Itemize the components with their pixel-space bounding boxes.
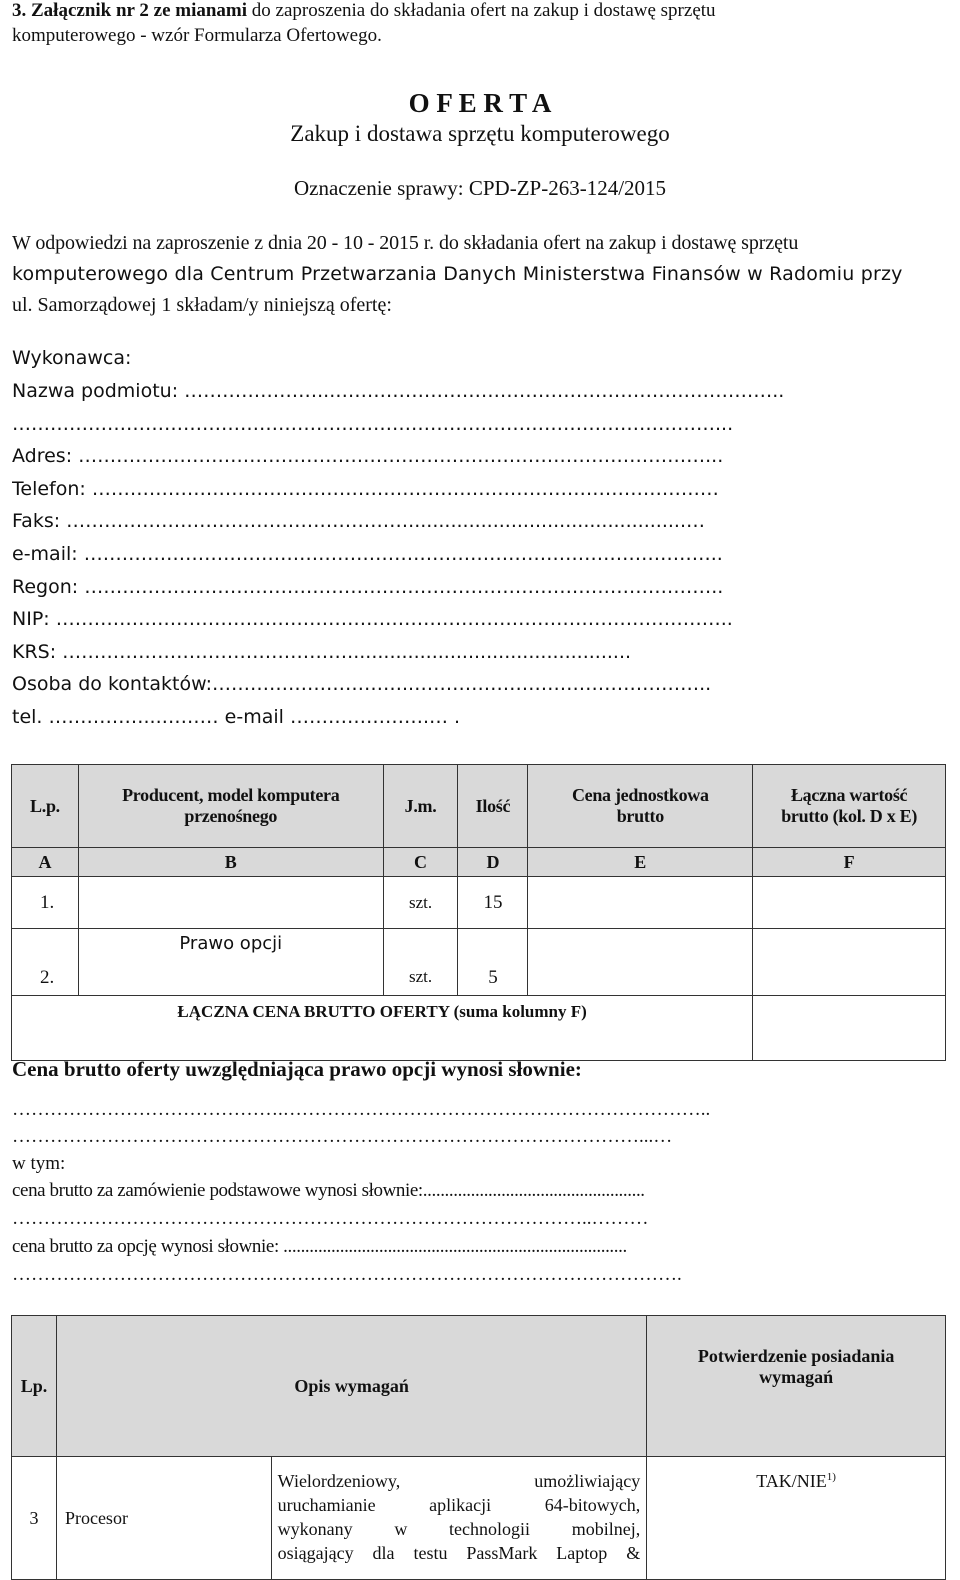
field-company-name[interactable]: Nazwa podmiotu: …………………...…………………………………………………………….. (12, 380, 785, 402)
req-confirmation[interactable] (647, 1457, 946, 1580)
intro-line-2: komputerowego dla Centrum Przetwarzania Danych Ministerstwa Finansów w Radomiu przy (12, 263, 903, 285)
cell-unit: szt. (383, 929, 458, 996)
offer-title: O F E R T A (408, 88, 552, 118)
col-letter: D (458, 848, 528, 877)
req-desc-line: uruchamianie aplikacji 64-bitowych, (277, 1495, 641, 1515)
req-desc-line: wykonany w technologii mobilnej, (277, 1519, 641, 1539)
field-fax[interactable]: Faks: ………………………………………………..............................................… (12, 510, 705, 533)
intro-line-3: ul. Samorządowej 1 składam/y niniejszą ofertę: (12, 294, 392, 316)
field-nip[interactable]: NIP: …………………………………………………………………………………………….. (12, 608, 733, 631)
table-row (12, 929, 946, 996)
field-contact-phone-email[interactable]: tel. ……………...……… e-mail ………………….… . (12, 705, 461, 728)
col-header-lp: L.p. (12, 765, 79, 848)
price-words-line-2[interactable]: ………………………………………………………………………………………...… (12, 1126, 673, 1147)
req-header-lp: Lp. (12, 1316, 57, 1457)
requirements-header (12, 1316, 946, 1457)
col-letter: E (528, 848, 753, 877)
cell-unit-price[interactable] (528, 929, 753, 996)
case-number: Oznaczenie sprawy: CPD-ZP-263-124/2015 (293, 176, 667, 200)
price-option-cont[interactable]: ……………………………………………………………………………………………. (12, 1264, 682, 1285)
col-header-unit-price: Cena jednostkowa brutto (528, 765, 753, 848)
field-regon[interactable]: Regon: ……………………………………………………………………………………….. (12, 575, 724, 598)
attachment-title-bold: Załącznik nr 2 ze mianami (31, 0, 248, 21)
footnote-marker: 1) (826, 1471, 836, 1483)
price-words-line-1[interactable]: …………………………………….………………………………………………………….. (12, 1099, 711, 1120)
offer-subtitle: Zakup i dostawa sprzętu komputerowego (290, 121, 670, 146)
req-name: Procesor (56, 1457, 271, 1580)
cell-total[interactable] (753, 877, 946, 929)
cell-producer: Prawo opcji (78, 929, 383, 996)
field-company-name-cont[interactable]: …………………………………………………………………………………………………... (12, 412, 734, 435)
intro-line-1: W odpowiedzi na zaproszenie z dnia 20 - 10 - 2015 r. do składania ofert na zakup i dostawę sprzętu (12, 232, 799, 254)
table-row (12, 877, 946, 929)
cell-producer[interactable] (78, 877, 383, 929)
req-header-confirmation: Potwierdzenie posiadania wymagań (647, 1316, 946, 1457)
cell-unit: szt. (383, 877, 458, 929)
req-desc-line: Wielordzeniowy, umożliwiający (277, 1471, 641, 1491)
field-contact-person[interactable]: Osoba do kontaktów:…………………………..……………………………………….. (12, 673, 712, 696)
field-address[interactable]: Adres: ………………………………………………………………………………………... (12, 445, 724, 468)
col-letter: B (78, 848, 383, 877)
contractor-heading: Wykonawca: (12, 347, 132, 369)
cell-quantity: 15 (458, 877, 528, 929)
price-basic-cont[interactable]: ………………………………………………………………………………..……… (12, 1208, 649, 1229)
col-letter: C (383, 848, 458, 877)
cell-quantity: 5 (458, 929, 528, 996)
price-in-which: w tym: (12, 1153, 66, 1174)
cell-unit-price[interactable] (528, 877, 753, 929)
attachment-title-rest: do zaproszenia do składania ofert na zakup i dostawę sprzętu (251, 0, 716, 21)
cell-lp: 2. (12, 929, 79, 996)
req-lp: 3 (12, 1457, 57, 1580)
col-header-quantity: Ilość (458, 765, 528, 848)
field-krs[interactable]: KRS: ………………………………………............................................... (12, 640, 632, 663)
price-words-heading: Cena brutto oferty uwzględniająca prawo opcji wynosi słownie: (12, 1057, 582, 1081)
price-option[interactable]: cena brutto za opcję wynosi słownie: ............................................................................... (12, 1236, 627, 1257)
field-email[interactable]: e-mail: ……………………………………………………………………………………….. (12, 542, 723, 565)
req-description (271, 1457, 647, 1580)
col-header-unit: J.m. (383, 765, 458, 848)
requirements-table (11, 1315, 946, 1580)
offer-table-letters (12, 848, 946, 877)
attachment-header (12, 0, 716, 22)
field-phone[interactable]: Telefon: ……………………………………………………………………………………… (12, 477, 719, 500)
col-letter: A (12, 848, 79, 877)
attachment-title-line2: komputerowego - wzór Formularza Ofertowego. (12, 25, 382, 46)
col-letter: F (753, 848, 946, 877)
offer-table-header (12, 765, 946, 848)
col-header-producer: Producent, model komputera przenośnego (78, 765, 383, 848)
total-value[interactable] (753, 996, 946, 1061)
req-desc-line: osiągający dla testu PassMark Laptop & (277, 1543, 641, 1563)
col-header-total: Łączna wartość brutto (kol. D x E) (753, 765, 946, 848)
offer-total-row (12, 996, 946, 1061)
offer-table (11, 764, 946, 1061)
contractor-fields (12, 375, 947, 734)
req-confirmation-label: TAK/NIE (756, 1471, 827, 1491)
cell-total[interactable] (753, 929, 946, 996)
req-header-description: Opis wymagań (56, 1316, 646, 1457)
cell-lp: 1. (12, 877, 79, 929)
total-label: ŁĄCZNA CENA BRUTTO OFERTY (suma kolumny F) (12, 996, 753, 1061)
table-row (12, 1457, 946, 1580)
price-basic[interactable]: cena brutto za zamówienie podstawowe wynosi słownie:................................................... (12, 1180, 645, 1201)
attachment-number: 3. (12, 0, 27, 21)
